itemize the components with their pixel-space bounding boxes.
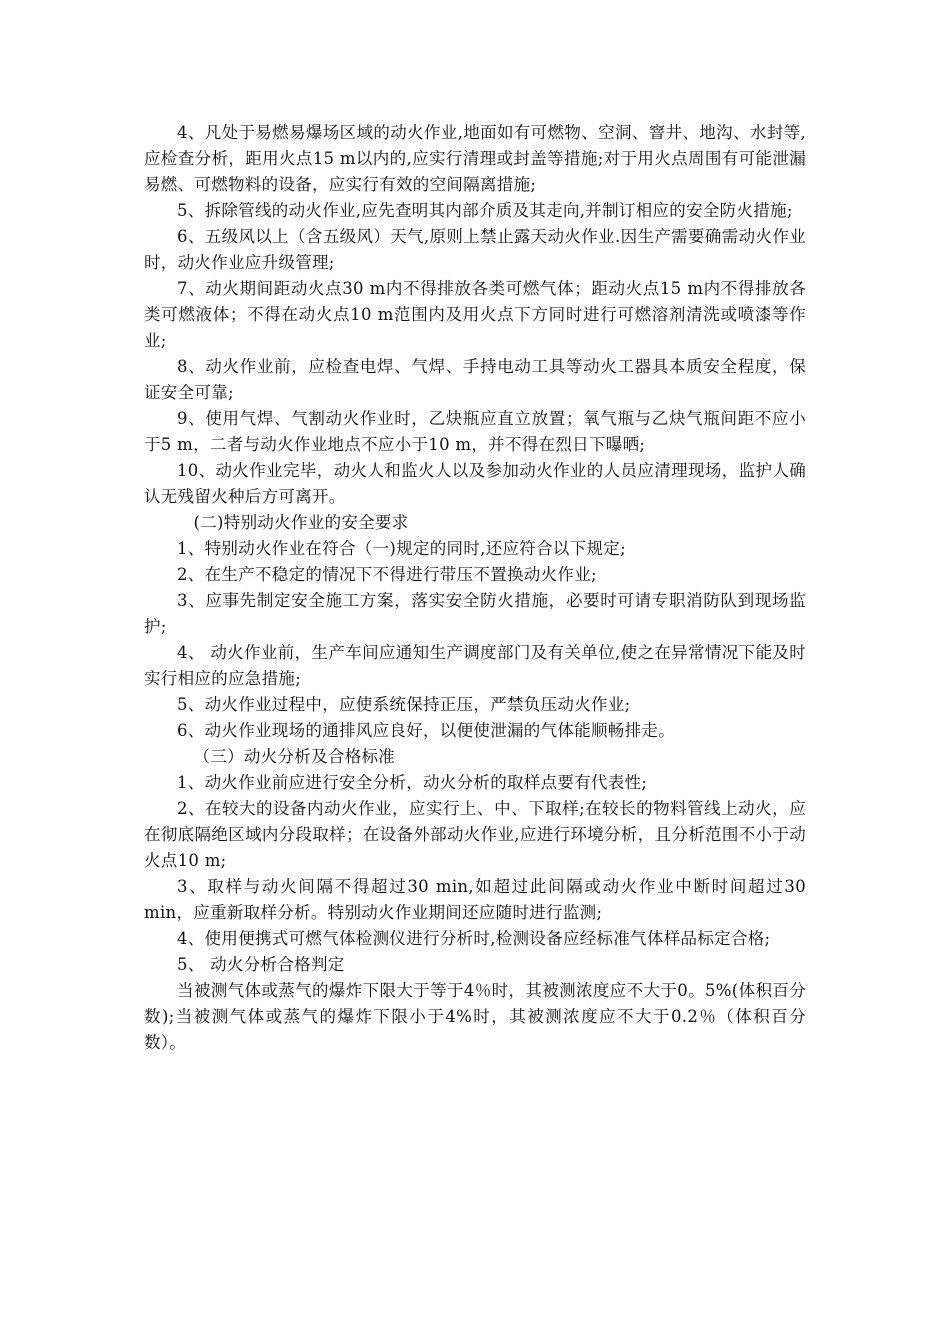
paragraph-special-6: 6、动火作业现场的通排风应良好，以便使泄漏的气体能顺畅排走。 <box>177 721 675 740</box>
paragraph-special-4: 4、 动火作业前，生产车间应通知生产调度部门及有关单位,使之在异常情况下能及时实行相应的应急措施; <box>144 643 806 688</box>
paragraph-special-1: 1、特别动火作业在符合（一)规定的同时,还应符合以下规定; <box>177 539 626 558</box>
paragraph-analysis-4: 4、使用便携式可燃气体检测仪进行分析时,检测设备应经标准气体样品标定合格; <box>177 929 771 948</box>
paragraph-analysis-5: 5、 动火分析合格判定 <box>177 955 345 974</box>
paragraph-analysis-1: 1、动火作业前应进行安全分析，动火分析的取样点要有代表性; <box>177 773 648 792</box>
paragraph-item-7-discharge-distance: 7、动火期间距动火点30 m内不得排放各类可燃气体；距动火点15 m内不得排放各类可燃液体；不得在动火点10 m范围内及用火点下方同时进行可燃溶剂清洗或喷漆等作业; <box>144 279 806 350</box>
paragraph-item-9-gas-cylinders: 9、使用气焊、气割动火作业时，乙炔瓶应直立放置；氧气瓶与乙炔气瓶间距不应小于5 m，二者与动火作业地点不应小于10 m，并不得在烈日下曝晒; <box>144 409 806 454</box>
paragraph-special-3: 3、应事先制定安全施工方案，落实安全防火措施，必要时可请专职消防队到现场监护; <box>144 591 806 636</box>
section-heading-special-hot-work: (二)特别动火作业的安全要求 <box>193 513 409 532</box>
paragraph-analysis-criteria: 当被测气体或蒸气的爆炸下限大于等于4％时，其被测浓度应不大于0。5%(体积百分数);当被测气体或蒸气的爆炸下限小于4%时，其被测浓度应不大于0.2％（体积百分数）。 <box>144 981 806 1052</box>
paragraph-item-6-wind-level: 6、五级风以上（含五级风）天气,原则上禁止露天动火作业.因生产需要确需动火作业时，动火作业应升级管理; <box>144 227 806 272</box>
paragraph-special-5: 5、动火作业过程中，应使系统保持正压，严禁负压动火作业; <box>177 695 631 714</box>
paragraph-analysis-2: 2、在较大的设备内动火作业，应实行上、中、下取样;在较长的物料管线上动火，应在彻底隔绝区域内分段取样；在设备外部动火作业,应进行环境分析，且分析范围不小于动火点10 m; <box>144 799 806 870</box>
paragraph-item-10-site-cleanup: 10、动火作业完毕，动火人和监火人以及参加动火作业的人员应清理现场，监护人确认无残留火种后方可离开。 <box>144 461 806 506</box>
paragraph-special-2: 2、在生产不稳定的情况下不得进行带压不置换动火作业; <box>177 565 597 584</box>
paragraph-item-8-tool-check: 8、动火作业前，应检查电焊、气焊、手持电动工具等动火工器具本质安全程度，保证安全可靠; <box>144 357 806 402</box>
paragraph-item-5-pipeline-removal: 5、拆除管线的动火作业,应先查明其内部介质及其走向,并制订相应的安全防火措施; <box>177 201 793 220</box>
paragraph-analysis-3: 3、取样与动火间隔不得超过30 min,如超过此间隔或动火作业中断时间超过30 min，应重新取样分析。特别动火作业期间还应随时进行监测; <box>144 877 806 922</box>
paragraph-item-4-hazard-area: 4、凡处于易燃易爆场区域的动火作业,地面如有可燃物、空洞、窨井、地沟、水封等,应检查分析，距用火点15 m以内的,应实行清理或封盖等措施;对于用火点周围有可能泄漏易燃、可燃物料的设备，应实行有效的空间隔离措施; <box>144 123 806 194</box>
section-heading-analysis-standards: （三）动火分析及合格标准 <box>193 747 396 766</box>
document-body <box>144 120 806 1056</box>
